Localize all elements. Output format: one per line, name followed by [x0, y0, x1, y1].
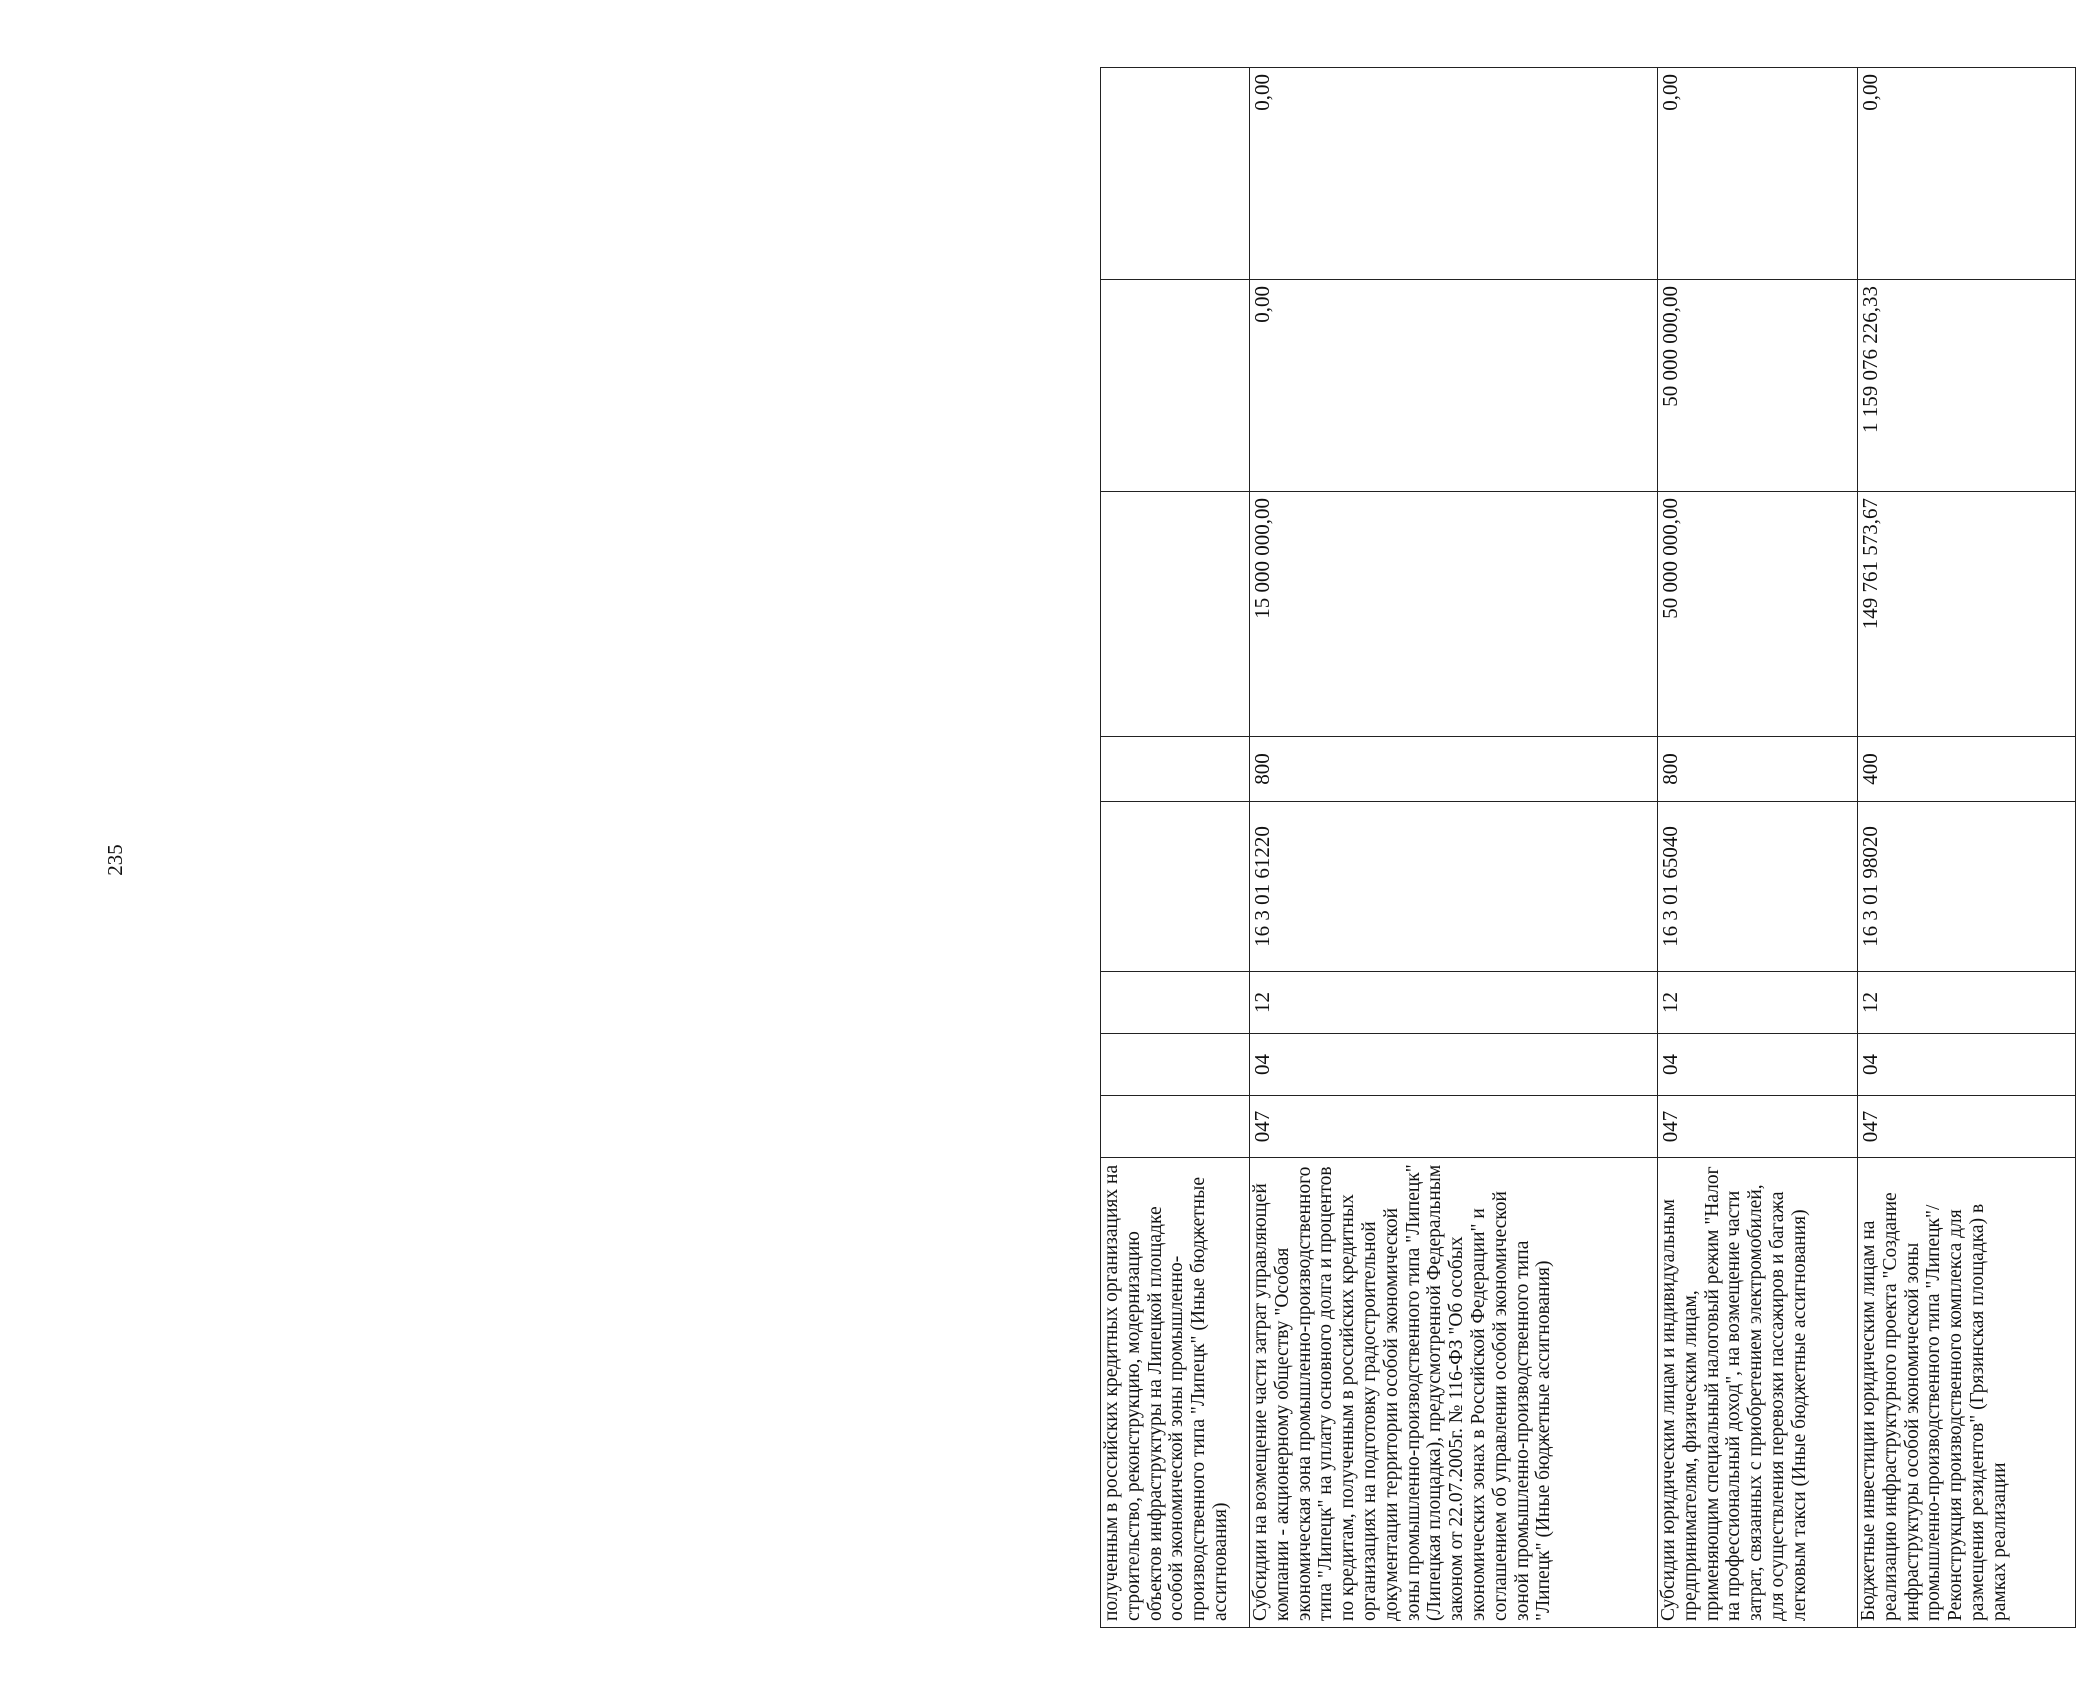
amount-year-3: 0,00	[1250, 68, 1658, 280]
subsection-code: 12	[1250, 972, 1658, 1034]
target-article-code: 16 3 01 65040	[1658, 802, 1858, 972]
amount-year-1: 15 000 000,00	[1250, 492, 1658, 737]
target-article-code: 16 3 01 98020	[1858, 802, 2076, 972]
section-code: 04	[1858, 1034, 2076, 1096]
amount-year-3: 0,00	[1858, 68, 2076, 280]
target-article-code	[1101, 802, 1250, 972]
subsection-code	[1101, 972, 1250, 1034]
grbs-code	[1101, 1096, 1250, 1158]
expense-type-code	[1101, 737, 1250, 802]
budget-table-container	[1100, 68, 2075, 1628]
budget-table	[1100, 67, 2076, 1628]
page-number: 235	[103, 844, 127, 876]
section-code: 04	[1250, 1034, 1658, 1096]
row-description: Субсидии юридическим лицам и индивидуальным предпринимателям, физическим лицам, применяющим специальный налоговый режим "Налог на профессиональный доход", на возмещение части затрат, связанных с приобретением электромобилей, для осуществления перевозки пассажиров и багажа легковым такси (Иные бюджетные ассигнования)	[1658, 1158, 1858, 1628]
amount-year-1: 149 761 573,67	[1858, 492, 2076, 737]
row-description: Бюджетные инвестиции юридическим лицам на реализацию инфраструктурного проекта "Создание инфраструктуры особой экономической зоны промышленно-производственного типа "Липецк"/Реконструкция производственного комплекса для размещения резидентов" (Грязинская площадка) в рамках реализации	[1858, 1158, 2076, 1628]
amount-year-3	[1101, 68, 1250, 280]
section-code	[1101, 1034, 1250, 1096]
section-code: 04	[1658, 1034, 1858, 1096]
row-description: Субсидии на возмещение части затрат управляющей компании - акционерному обществу "Особая экономическая зона промышленно-производственного типа "Липецк" на уплату основного долга и процентов по кредитам, полученным в российских кредитных организациях на подготовку градостроительной документации территории особой экономической зоны промышленно-производственного типа "Липецк" (Липецкая площадка), предусмотренной Федеральным законом от 22.07.2005г. № 116-ФЗ "Об особых экономических зонах в Российской Федерации" и соглашением об управлении особой экономической зоной промышленно-производственного типа "Липецк" (Иные бюджетные ассигнования)	[1250, 1158, 1658, 1628]
amount-year-2: 1 159 076 226,33	[1858, 280, 2076, 492]
amount-year-2: 0,00	[1250, 280, 1658, 492]
table-row	[1101, 68, 1250, 1628]
subsection-code: 12	[1658, 972, 1858, 1034]
target-article-code: 16 3 01 61220	[1250, 802, 1658, 972]
grbs-code: 047	[1858, 1096, 2076, 1158]
amount-year-3: 0,00	[1658, 68, 1858, 280]
subsection-code: 12	[1858, 972, 2076, 1034]
row-description: полученным в российских кредитных организациях на строительство, реконструкцию, модернизацию объектов инфраструктуры на Липецкой площадке особой экономической зоны промышленно-производственного типа "Липецк" (Иные бюджетные ассигнования)	[1101, 1158, 1250, 1628]
table-row	[1858, 68, 2076, 1628]
amount-year-2: 50 000 000,00	[1658, 280, 1858, 492]
expense-type-code: 800	[1658, 737, 1858, 802]
amount-year-1: 50 000 000,00	[1658, 492, 1858, 737]
amount-year-2	[1101, 280, 1250, 492]
table-row	[1658, 68, 1858, 1628]
grbs-code: 047	[1250, 1096, 1658, 1158]
expense-type-code: 800	[1250, 737, 1658, 802]
grbs-code: 047	[1658, 1096, 1858, 1158]
table-row	[1250, 68, 1658, 1628]
expense-type-code: 400	[1858, 737, 2076, 802]
amount-year-1	[1101, 492, 1250, 737]
